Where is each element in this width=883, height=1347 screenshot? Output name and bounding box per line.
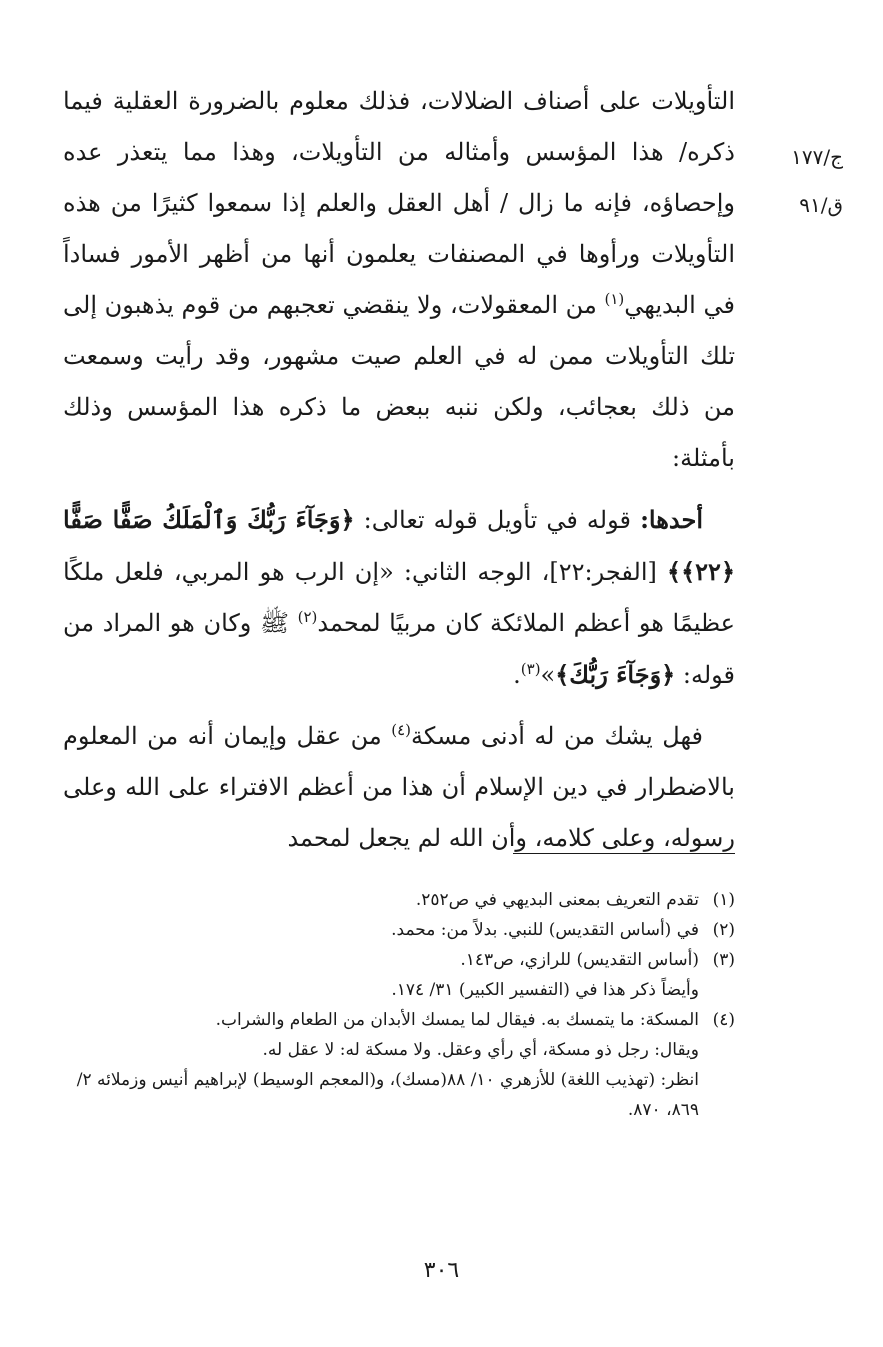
- margin-note-volume: ج/١٧٧: [791, 145, 843, 169]
- footnote-ref-4[interactable]: (٤): [391, 721, 411, 739]
- footnote-body: [63, 915, 699, 945]
- page-number: ٣٠٦: [423, 1258, 460, 1283]
- paragraph-1: [63, 76, 735, 484]
- footnote-line: تقدم التعريف بمعنى البديهي في ص٢٥٢.: [415, 890, 699, 910]
- paragraph-1-text-a: التأويلات على أصناف الضلالات، فذلك معلوم بالضرورة العقلية فيما ذكره/ هذا المؤسس وأمثاله من التأويلات، وهذا مما يتعذر عده وإحصاؤه، فإنه ما زال / أهل العقل والعلم إذا سمعوا كثيرًا من هذه التأويلات ورأوها في المصنفات يعلمون أنها من أظهر الأمور فساداً في البديهي: [63, 87, 736, 319]
- paragraph-3-text-a: فهل يشك من له أدنى مسكة: [410, 722, 703, 750]
- footnote-body: [63, 885, 699, 915]
- footnote-line: (أساس التقديس) للرازي، ص١٤٣.: [460, 950, 699, 970]
- footnote-line: انظر: (تهذيب اللغة) للأزهري ١٠/ ٨٨(مسك)، و(المعجم الوسيط) لإبراهيم أنيس وزملائه ٢/ ٨٦٩، ٨٧٠.: [76, 1070, 699, 1120]
- footnote-number: (٤): [712, 1010, 735, 1030]
- footnote-number: (٢): [712, 920, 735, 940]
- footnote-number: (١): [712, 890, 735, 910]
- footnote-separator: [513, 853, 735, 854]
- footnote-line: المسكة: ما يتمسك به. فيقال لما يمسك الأبدان من الطعام والشراب.: [215, 1010, 699, 1030]
- main-text: [63, 76, 735, 864]
- paragraph-1-text-b: من المعقولات، ولا ينقضي تعجبهم من قوم يذهبون إلى تلك التأويلات ممن له في العلم صيت مشهور، وقد رأيت وسمعت من ذلك بعجائب، ولكن ننبه ببعض ما ذكره هذا المؤسس وذلك بأمثلة:: [63, 291, 735, 472]
- quran-verse-2: ﴿وَجَآءَ رَبُّكَ﴾: [555, 660, 676, 689]
- footnote-3: [63, 945, 735, 1005]
- paragraph-2: [63, 494, 735, 701]
- paragraph-2-text-e: .: [513, 661, 521, 689]
- footnote-body: [63, 945, 699, 1005]
- footnote-ref-1[interactable]: (١): [604, 290, 625, 308]
- margin-notes: [763, 133, 843, 229]
- footnote-number: (٣): [712, 950, 735, 970]
- footnote-4: [63, 1005, 735, 1125]
- footnote-1: [63, 885, 735, 915]
- footnote-line: وأيضاً ذكر هذا في (التفسير الكبير) ٣١/ ١٧٤.: [391, 980, 699, 1000]
- paragraph-3-text-b: من عقل وإيمان أنه من المعلوم بالاضطرار في دين الإسلام أن هذا من أعظم الافتراء على الله وعلى رسوله، وعلى كلامه، وأن الله لم يجعل لمحمد: [63, 722, 735, 852]
- paragraph-2-text-d: »: [540, 661, 556, 689]
- paragraph-2-lead: أحدها:: [640, 505, 703, 534]
- footnote-2: [63, 915, 735, 945]
- footnote-line: ويقال: رجل ذو مسكة، أي رأي وعقل. ولا مسكة له: لا عقل له.: [262, 1040, 699, 1060]
- margin-note-folio: ق/٩١: [799, 193, 843, 217]
- footnote-ref-2[interactable]: (٢): [297, 608, 318, 626]
- paragraph-2-text-c: ﷺ وكان هو المراد من قوله:: [63, 609, 735, 689]
- footnotes: [63, 885, 735, 1125]
- footnote-line: في (أساس التقديس) للنبي. بدلاً من: محمد.: [391, 920, 699, 940]
- paragraph-3: [63, 711, 735, 864]
- quran-verse-1: ﴿وَجَآءَ رَبُّكَ وَٱلْمَلَكُ صَفًّا صَفًّا ﴿٢٢﴾﴾: [63, 505, 735, 586]
- paragraph-2-text-a: قوله في تأويل قوله تعالى:: [354, 506, 641, 534]
- footnote-ref-3[interactable]: (٣): [520, 660, 541, 678]
- paragraph-2-text-b: [الفجر:٢٢]، الوجه الثاني: «إن الرب هو المربي، فلعل ملكًا عظيمًا هو أعظم الملائكة كان مربيًا لمحمد: [63, 558, 735, 637]
- footnote-body: [63, 1005, 699, 1125]
